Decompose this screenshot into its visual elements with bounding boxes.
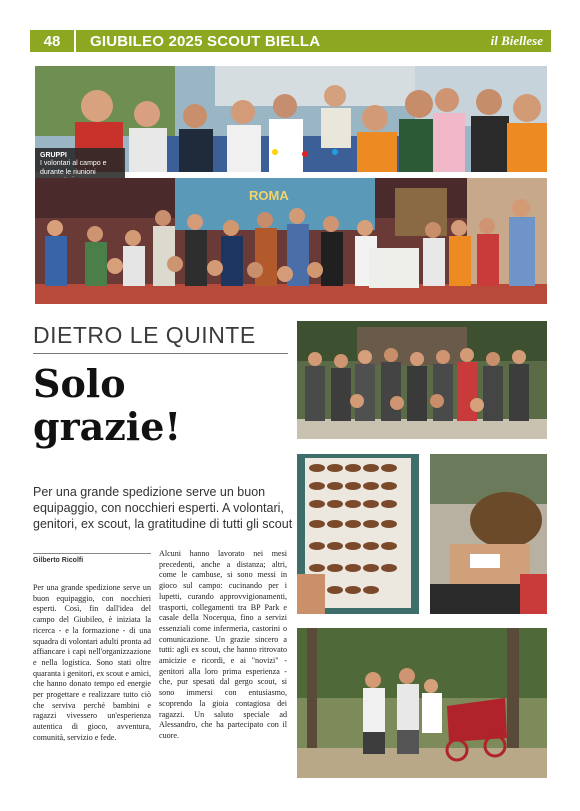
caption-text: I volontari al campo e durante le riunioni [40, 160, 107, 176]
article-body-column-2: Alcuni hanno lavorato nei mesi precedenti, anche a distanza; altri, come le cambuse, si sono messi in gioco sul campo: cucinando per i lupetti, curando approvvigionamenti, trasporti, collegamenti tra BP Park e casale della Nocerqua, fino a servizi essenziali come infermeria, castorini o comunicazione. Un grazie sincero a tutti: agli ex scout, che hanno ritrovato amicizie e ricordi, e ai "novizi" - genitori alla loro prima esperienza - che, pur spesati dal gergo scout, si sono immersi con entusiasmo, scoprendo la gioia contagiosa dei ragazzi. Un saluto speciale ad Alessandro, che ha partecipato con il cuore. [159, 549, 287, 740]
photo-food-trays [297, 454, 419, 614]
section-title: GIUBILEO 2025 SCOUT BIELLA [90, 32, 321, 50]
article-body-column-1: Per una grande spedizione serve un buon equipaggio, con nocchieri esperti. Così, fin dall'idea del campo del Giubileo, è iniziata la ricerca - e la formazione - di una squadra di volontari adulti pronta ad affiancare i capi nell'organizzazione e nella logistica. Sono stati oltre quaranta i genitori, ex scout e amici, che hanno donato tempo ed energie per progettare e realizzare tutto ciò che serviva perché bambini e ragazzi vivessero un'esperienza autentica di gioco, avventura, comunità, servizio e fede. [33, 583, 151, 742]
newspaper-logo: il Biellese [490, 33, 543, 48]
article-deck: Per una grande spedizione serve un buon equipaggio, con nocchieri esperti. A volontari, genitori, ex scout, la gratitudine di tutti gli scout [33, 485, 293, 531]
page-number: 48 [43, 32, 61, 50]
banner-text: ROMA [249, 188, 289, 203]
photo-kids-activity [430, 454, 547, 614]
caption-title: GRUPPI [40, 152, 67, 159]
headline-line-2: grazie! [33, 404, 182, 449]
headline-line-1: Solo [33, 361, 126, 406]
photo-group-meeting [35, 178, 547, 304]
article-author: Gilberto Ricolfi [33, 553, 151, 564]
article-kicker: DIETRO LE QUINTE [33, 322, 288, 354]
page-header-bar [30, 30, 551, 52]
photo-aprons-group [297, 321, 547, 439]
article-headline [33, 362, 288, 448]
photo-scouts-cart [297, 628, 547, 778]
